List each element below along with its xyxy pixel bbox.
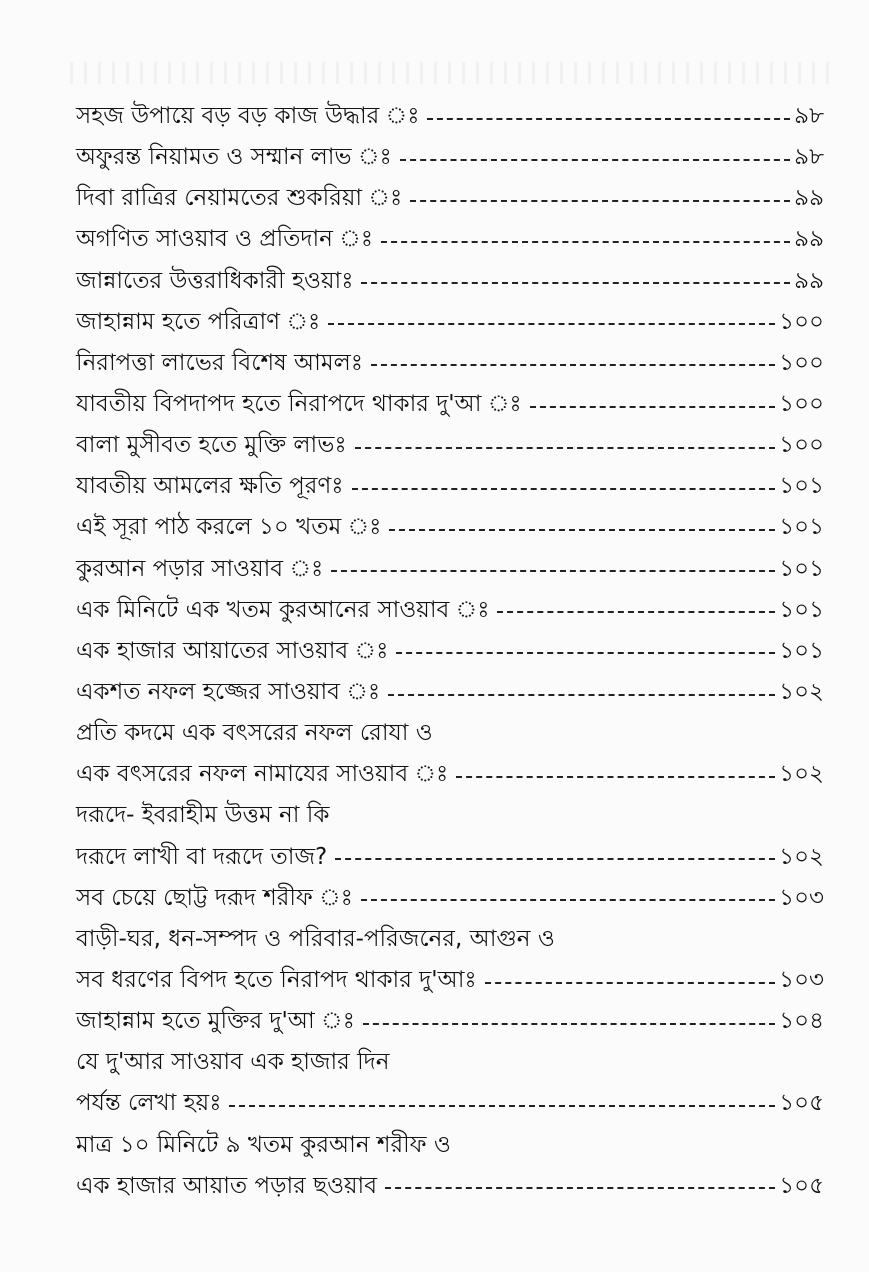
toc-entry [76, 919, 824, 960]
toc-entry-title: জাহান্নাম হতে পরিত্রাণ ঃ [76, 308, 321, 335]
toc-entry-title: বালা মুসীবত হতে মুক্তি লাভঃ [76, 432, 347, 459]
toc-entry-title: নিরাপত্তা লাভের বিশেষ আমলঃ [76, 349, 364, 376]
toc-entry-title: যাবতীয় আমলের ক্ষতি পূরণঃ [76, 473, 344, 500]
toc-entry-title: এক হাজার আয়াত পড়ার ছওয়াব [76, 1172, 378, 1199]
toc-entry-title: সব ধরণের বিপদ হতে নিরাপদ থাকার দু'আঃ [76, 967, 477, 994]
toc-page-number: ১০৩ [779, 967, 824, 994]
toc-entry-title: প্রতি কদমে এক বৎসরের নফল রোযা ও [76, 720, 433, 747]
toc-entry-title: এক বৎসরের নফল নামাযের সাওয়াব ঃ [76, 761, 449, 788]
dotted-leader [497, 611, 775, 613]
toc-entry [76, 878, 824, 919]
toc-entry [76, 1083, 824, 1124]
dotted-leader [427, 118, 790, 120]
toc-page-number: ১০১ [779, 473, 824, 500]
toc-entry [76, 466, 824, 507]
toc-entry [76, 384, 824, 425]
toc-page-number: ১০০ [779, 349, 824, 376]
toc-entry-title: মাত্র ১০ মিনিটে ৯ খতম কুরআন শরীফ ও [76, 1131, 451, 1158]
toc-entry-title: সহজ উপায়ে বড় বড় কাজ উদ্ধার ঃ [76, 103, 420, 130]
toc-entry [76, 1166, 824, 1207]
dotted-leader [361, 899, 775, 901]
toc-entry [76, 795, 824, 836]
toc-entry [76, 837, 824, 878]
table-of-contents [76, 96, 824, 1207]
toc-entry-title: বাড়ী-ঘর, ধন-সম্পদ ও পরিবার-পরিজনের, আগুন ও [76, 925, 555, 952]
toc-page-number: ১০৫ [779, 1090, 824, 1117]
toc-page-number: ১০১ [779, 555, 824, 582]
toc-entry-title: জান্নাতের উত্তরাধিকারী হওয়াঃ [76, 267, 354, 294]
toc-entry-title: দরূদে লাখী বা দরূদে তাজ? [76, 843, 328, 870]
toc-entry [76, 178, 824, 219]
show-through-text [70, 62, 829, 84]
toc-entry [76, 713, 824, 754]
toc-entry [76, 96, 824, 137]
toc-entry-title: সব চেয়ে ছোট্ট দরূদ শরীফ ঃ [76, 884, 353, 911]
dotted-leader [328, 323, 775, 325]
toc-entry [76, 590, 824, 631]
dotted-leader [361, 282, 790, 284]
dotted-leader [530, 406, 776, 408]
dotted-leader [371, 364, 775, 366]
dotted-leader [410, 200, 790, 202]
toc-page-number: ৯৮ [794, 144, 824, 171]
toc-page-number: ৯৯ [794, 267, 824, 294]
dotted-leader [381, 241, 790, 243]
toc-page-number: ৯৯ [794, 185, 824, 212]
toc-entry-title: পর্যন্ত লেখা হয়ঃ [76, 1090, 222, 1117]
toc-entry [76, 219, 824, 260]
toc-entry [76, 1001, 824, 1042]
dotted-leader [335, 858, 775, 860]
toc-entry-title: এক হাজার আয়াতের সাওয়াব ঃ [76, 637, 389, 664]
toc-entry-title: জাহান্নাম হতে মুক্তির দু'আ ঃ [76, 1008, 355, 1035]
toc-entry [76, 549, 824, 590]
toc-entry [76, 754, 824, 795]
toc-entry-title: দরূদে- ইবরাহীম উত্তম না কি [76, 802, 330, 829]
toc-page-number: ১০২ [779, 843, 824, 870]
dotted-leader [400, 159, 790, 161]
toc-entry [76, 507, 824, 548]
toc-entry [76, 960, 824, 1001]
toc-entry-title: একশত নফল হজ্জের সাওয়াব ঃ [76, 679, 381, 706]
toc-entry [76, 137, 824, 178]
dotted-leader [396, 652, 775, 654]
toc-entry-title: এই সূরা পাঠ করলে ১০ খতম ঃ [76, 514, 382, 541]
dotted-leader [352, 488, 776, 490]
dotted-leader [388, 694, 775, 696]
toc-entry [76, 425, 824, 466]
toc-page-number: ১০০ [779, 391, 824, 418]
toc-entry-title: অগণিত সাওয়াব ও প্রতিদান ঃ [76, 226, 374, 253]
toc-page-number: ১০১ [779, 596, 824, 623]
toc-page-number: ৯৮ [794, 103, 824, 130]
toc-page-number: ৯৯ [794, 226, 824, 253]
dotted-leader [485, 982, 775, 984]
toc-page-number: ১০৫ [779, 1172, 824, 1199]
toc-page-number: ১০২ [779, 679, 824, 706]
dotted-leader [331, 570, 775, 572]
toc-page-number: ১০১ [779, 637, 824, 664]
dotted-leader [389, 529, 775, 531]
toc-entry [76, 302, 824, 343]
toc-entry [76, 261, 824, 302]
toc-page-number: ১০০ [779, 432, 824, 459]
toc-page-number: ১০৩ [779, 884, 824, 911]
toc-entry-title: কুরআন পড়ার সাওয়াব ঃ [76, 555, 324, 582]
toc-page-number: ১০২ [779, 761, 824, 788]
toc-entry [76, 343, 824, 384]
toc-entry [76, 1125, 824, 1166]
toc-entry [76, 672, 824, 713]
toc-entry-title: যাবতীয় বিপদাপদ হতে নিরাপদে থাকার দু'আ ঃ [76, 391, 522, 418]
toc-entry-title: এক মিনিটে এক খতম কুরআনের সাওয়াব ঃ [76, 596, 490, 623]
toc-entry-title: যে দু'আর সাওয়াব এক হাজার দিন [76, 1049, 390, 1076]
toc-entry [76, 631, 824, 672]
toc-entry-title: দিবা রাত্রির নেয়ামতের শুকরিয়া ঃ [76, 185, 403, 212]
toc-page-number: ১০৪ [779, 1008, 824, 1035]
dotted-leader [363, 1023, 775, 1025]
dotted-leader [355, 447, 776, 449]
toc-entry [76, 1042, 824, 1083]
dotted-leader [456, 776, 775, 778]
dotted-leader [229, 1105, 775, 1107]
toc-entry-title: অফুরন্ত নিয়ামত ও সম্মান লাভ ঃ [76, 144, 392, 171]
dotted-leader [385, 1187, 775, 1189]
toc-page-number: ১০১ [779, 514, 824, 541]
toc-page-number: ১০০ [779, 308, 824, 335]
